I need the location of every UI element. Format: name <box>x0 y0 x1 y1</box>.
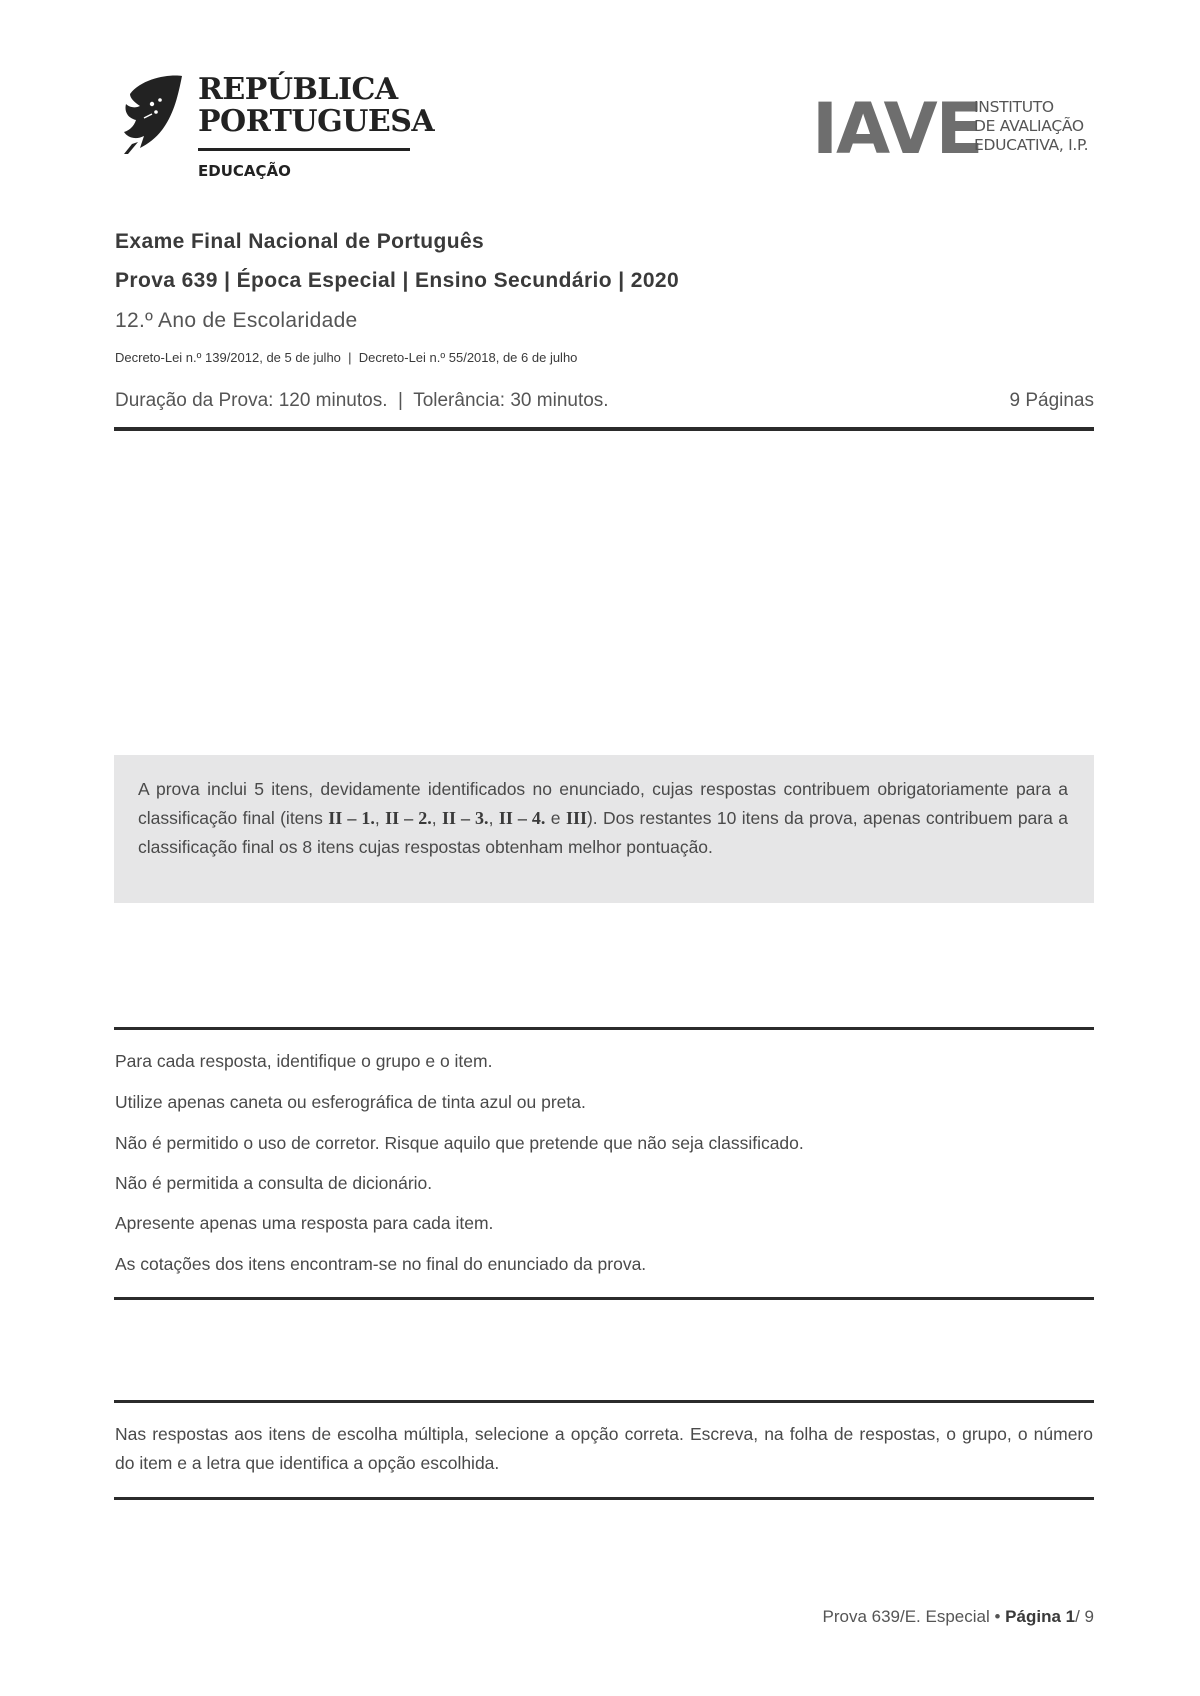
logo-divider <box>198 148 410 151</box>
instruction-item: Utilize apenas caneta ou esferográfica de tinta azul ou preta. <box>115 1092 586 1112</box>
instructions-top-divider <box>114 1027 1094 1030</box>
iave-institute-name: INSTITUTO DE AVALIAÇÃO EDUCATIVA, I.P. <box>974 98 1089 154</box>
legal-references: Decreto-Lei n.º 139/2012, de 5 de julho | Decreto-Lei n.º 55/2018, de 6 de julho <box>115 350 578 365</box>
republica-portuguesa-wordmark: REPÚBLICA PORTUGUESA <box>198 72 435 139</box>
educacao-label: EDUCAÇÃO <box>198 162 291 180</box>
multiple-choice-note: Nas respostas aos itens de escolha múltipla, selecione a opção correta. Escreva, na folha de respostas, o grupo, o número do item e a letra que identifica a opção escolhida. <box>115 1424 1093 1473</box>
note-bottom-divider <box>114 1497 1094 1500</box>
iave-wordmark: IAVE <box>812 88 982 170</box>
page-footer: Prova 639/E. Especial • Página 1/ 9 <box>822 1607 1094 1626</box>
notice-text: A prova inclui 5 itens, devidamente identificados no enunciado, cujas respostas contribuem obrigatoriamente para a classificação final (itens II – 1., II – 2., II – 3., II – 4. e III). Dos restantes 10 itens da prova, apenas contribuem para a classificação final os 8 itens cujas respostas obtenham melhor pontuação. <box>138 779 1068 857</box>
mandatory-items-notice <box>114 755 1094 903</box>
page-count: 9 Páginas <box>1009 390 1094 411</box>
instruction-item: Não é permitido o uso de corretor. Risque aquilo que pretende que não seja classificado. <box>115 1133 804 1153</box>
instruction-item: As cotações dos itens encontram-se no final do enunciado da prova. <box>115 1254 647 1274</box>
republica-portuguesa-logo <box>122 70 435 190</box>
school-year: 12.º Ano de Escolaridade <box>115 309 358 332</box>
exam-subtitle: Prova 639 | Época Especial | Ensino Secundário | 2020 <box>115 269 680 292</box>
instructions-bottom-divider <box>114 1297 1094 1300</box>
note-top-divider <box>114 1400 1094 1403</box>
iave-logo <box>812 88 1112 170</box>
header-divider <box>114 427 1094 431</box>
exam-title: Exame Final Nacional de Português <box>115 230 485 253</box>
armillary-leaf-icon <box>122 74 182 154</box>
exam-duration: Duração da Prova: 120 minutos. | Tolerância: 30 minutos. <box>115 390 609 411</box>
instruction-item: Para cada resposta, identifique o grupo e o item. <box>115 1051 493 1071</box>
instruction-item: Apresente apenas uma resposta para cada item. <box>115 1213 494 1233</box>
instruction-item: Não é permitida a consulta de dicionário. <box>115 1173 433 1193</box>
